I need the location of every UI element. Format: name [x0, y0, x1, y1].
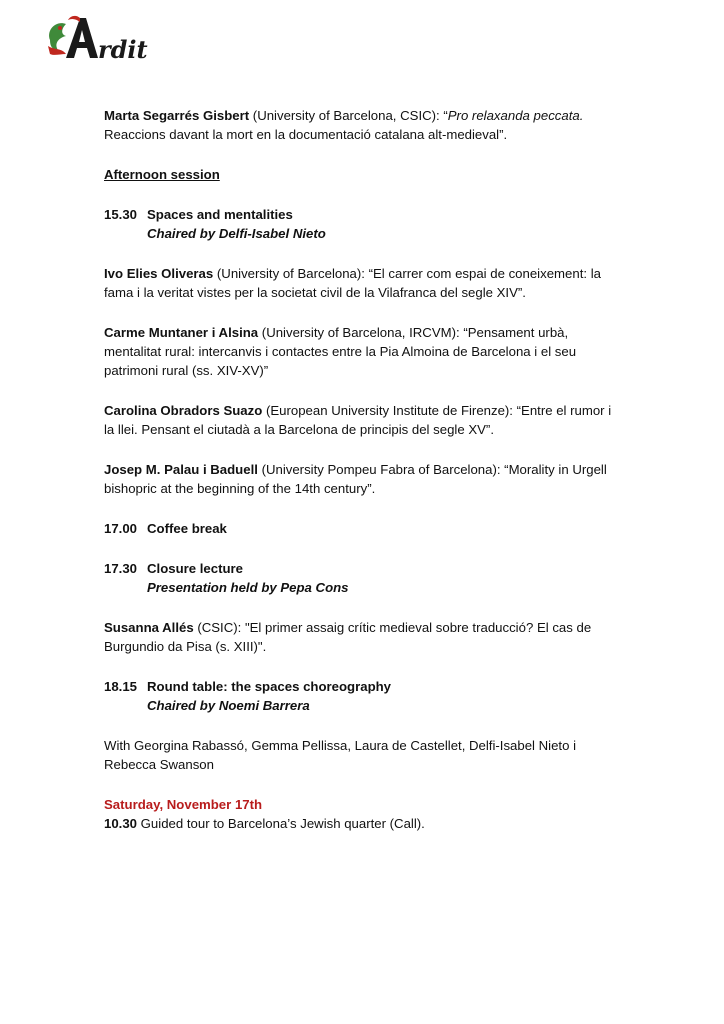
session-presenter: Presentation held by Pepa Cons — [147, 580, 349, 595]
ardit-logo — [44, 10, 164, 66]
session-title: Round table: the spaces choreography — [147, 679, 392, 694]
talk-details: (European University Institute de Firenze): “Entre el rumor i la llei. Pensant el ciutadà a la Barcelona de principis del segle XV”. — [104, 403, 612, 437]
logo-wordmark: rdit — [98, 35, 148, 64]
guided-tour — [104, 814, 624, 833]
speaker-name: Carolina Obradors Suazo — [104, 403, 263, 418]
talk-details: (University of Barcelona, IRCVM): “Pensament urbà, mentalitat rural: intercanvis i contactes entre la Pia Almoina de Barcelona i el seu patrimoni rural (ss. XIV-XV)” — [104, 325, 577, 378]
session-title: Coffee break — [147, 521, 227, 536]
session-time: 18.15 — [104, 679, 138, 694]
session-time-title — [104, 559, 624, 578]
afternoon-session-heading-block — [104, 165, 624, 184]
speaker-name: Josep M. Palau i Baduell — [104, 462, 258, 477]
session-time: 17.30 — [104, 561, 138, 576]
programme-content — [104, 106, 624, 833]
session-chair: Chaired by Noemi Barrera — [147, 698, 310, 713]
session-time: 15.30 — [104, 207, 138, 222]
coffee-break — [104, 519, 624, 538]
talk-ivo-elies — [104, 264, 624, 302]
speaker-name: Marta Segarrés Gisbert — [104, 108, 250, 123]
speaker-affiliation: (University of Barcelona, CSIC): “ — [249, 108, 448, 123]
talk-details: (CSIC): "El primer assaig crític medieval sobre traducció? El cas de Burgundio da Pisa (s. XIII)". — [104, 620, 592, 654]
session-title: Closure lecture — [147, 561, 244, 576]
speaker-name: Carme Muntaner i Alsina — [104, 325, 259, 340]
talk-carme-muntaner — [104, 323, 624, 380]
logo-flourish — [48, 46, 66, 55]
day-heading: Saturday, November 17th — [104, 797, 263, 812]
logo-letter-a-accent — [68, 16, 80, 22]
talk-details: (University Pompeu Fabra of Barcelona): “Morality in Urgell bishopric at the beginning of the 14th century”. — [104, 462, 607, 496]
section-heading: Afternoon session — [104, 167, 220, 182]
session-chair: Chaired by Delfi-Isabel Nieto — [147, 226, 326, 241]
session-time-title — [104, 677, 624, 696]
closure-lecture — [104, 559, 624, 597]
talk-title-italic: Pro relaxanda peccata. — [447, 108, 584, 123]
round-table — [104, 677, 624, 715]
logo-dragon-swirl — [49, 23, 66, 50]
session-time-title — [104, 519, 624, 538]
session-title: Spaces and mentalities — [147, 207, 293, 222]
saturday-date — [104, 795, 624, 814]
talk-carolina-obradors — [104, 401, 624, 439]
talk-susanna-alles — [104, 618, 624, 656]
round-table-participants: With Georgina Rabassó, Gemma Pellissa, Laura de Castellet, Delfi-Isabel Nieto i Rebecca Swanson — [104, 738, 577, 772]
session-spaces-mentalities — [104, 205, 624, 243]
tour-details: Guided tour to Barcelona’s Jewish quarter (Call). — [137, 816, 425, 831]
tour-time: 10.30 — [104, 816, 138, 831]
talk-details: (University of Barcelona): “El carrer com espai de coneixement: la fama i la veritat vistes per la societat civil de la Vilafranca del segle XIV”. — [104, 266, 601, 300]
speaker-name: Susanna Allés — [104, 620, 194, 635]
logo-dragon-eye — [58, 26, 62, 30]
speaker-name: Ivo Elies Oliveras — [104, 266, 214, 281]
logo-letter-a — [66, 18, 98, 58]
talk-josep-palau — [104, 460, 624, 498]
talk-marta-segarres — [104, 106, 624, 144]
talk-title-rest: Reaccions davant la mort en la documentació catalana alt-medieval”. — [104, 127, 508, 142]
session-time: 17.00 — [104, 521, 138, 536]
session-time-title — [104, 205, 624, 224]
